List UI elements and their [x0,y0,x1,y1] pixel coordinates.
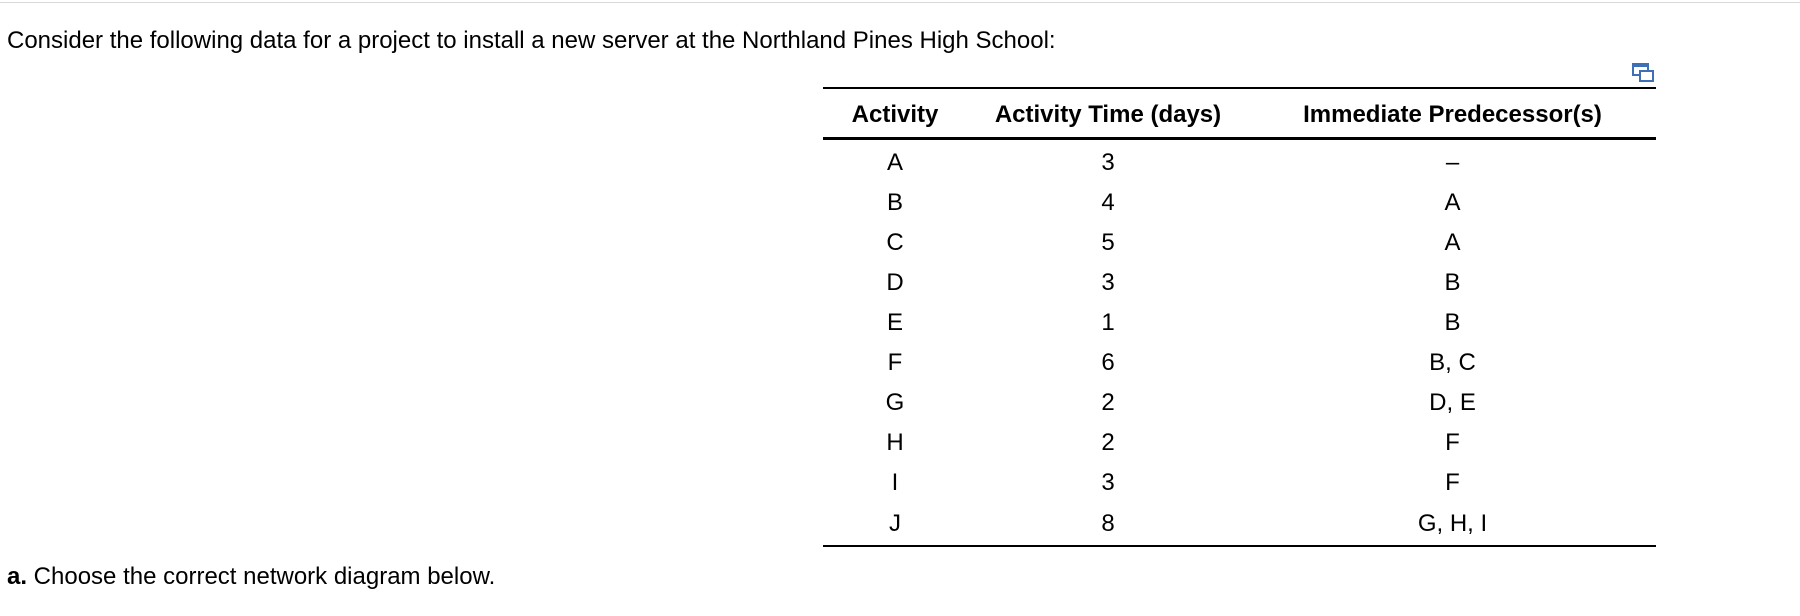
table-row [823,423,1656,463]
cell-time: 3 [1101,149,1115,176]
cell-activity: H [886,429,904,456]
cell-predecessors: F [1445,429,1460,456]
question-text: Choose the correct network diagram below. [27,563,496,590]
copy-table-icon-graphic [1631,62,1655,84]
cell-predecessors: A [1444,189,1461,216]
cell-predecessors: B [1444,269,1461,296]
cell-activity: C [886,229,904,256]
cell-predecessors: B [1444,309,1461,336]
header-immediate-predecessors: Immediate Predecessor(s) [1249,88,1656,139]
cell-predecessors: G, H, I [1249,503,1656,546]
table-row [823,223,1656,263]
cell-time: 5 [1101,229,1115,256]
table-row [823,263,1656,303]
table-header-row [823,88,1656,139]
table-row [823,503,1656,546]
cell-predecessors: F [1445,469,1460,496]
cell-activity: I [891,469,899,496]
cell-time: 8 [967,503,1249,546]
header-activity-time: Activity Time (days) [967,88,1249,139]
table-row [823,139,1656,184]
cell-activity: J [823,503,967,546]
table-row [823,463,1656,503]
problem-statement: Consider the following data for a project to install a new server at the Northland Pines High School: [7,27,1056,54]
table-row [823,383,1656,423]
cell-time: 1 [1101,309,1115,336]
cell-time: 3 [1101,469,1115,496]
cell-time: 3 [1101,269,1115,296]
cell-time: 2 [1101,429,1115,456]
header-activity: Activity [823,88,967,139]
table-row [823,303,1656,343]
table-row [823,343,1656,383]
copy-table-icon[interactable] [1631,62,1655,84]
question-label: a. [7,563,28,590]
cell-activity: F [887,349,903,376]
cell-activity: D [886,269,904,296]
question-a [7,562,495,592]
cell-activity: E [886,309,903,336]
cell-predecessors: B, C [1429,349,1476,376]
cell-predecessors: – [1445,149,1460,176]
activity-data-table [823,87,1656,547]
top-divider [0,2,1800,3]
cell-predecessors: D, E [1429,389,1476,416]
cell-time: 4 [1101,189,1115,216]
cell-time: 2 [1101,389,1115,416]
cell-time: 6 [1101,349,1115,376]
table-row [823,183,1656,223]
cell-activity: B [886,189,903,216]
cell-activity: G [885,389,905,416]
cell-activity: A [886,149,903,176]
cell-predecessors: A [1444,229,1461,256]
